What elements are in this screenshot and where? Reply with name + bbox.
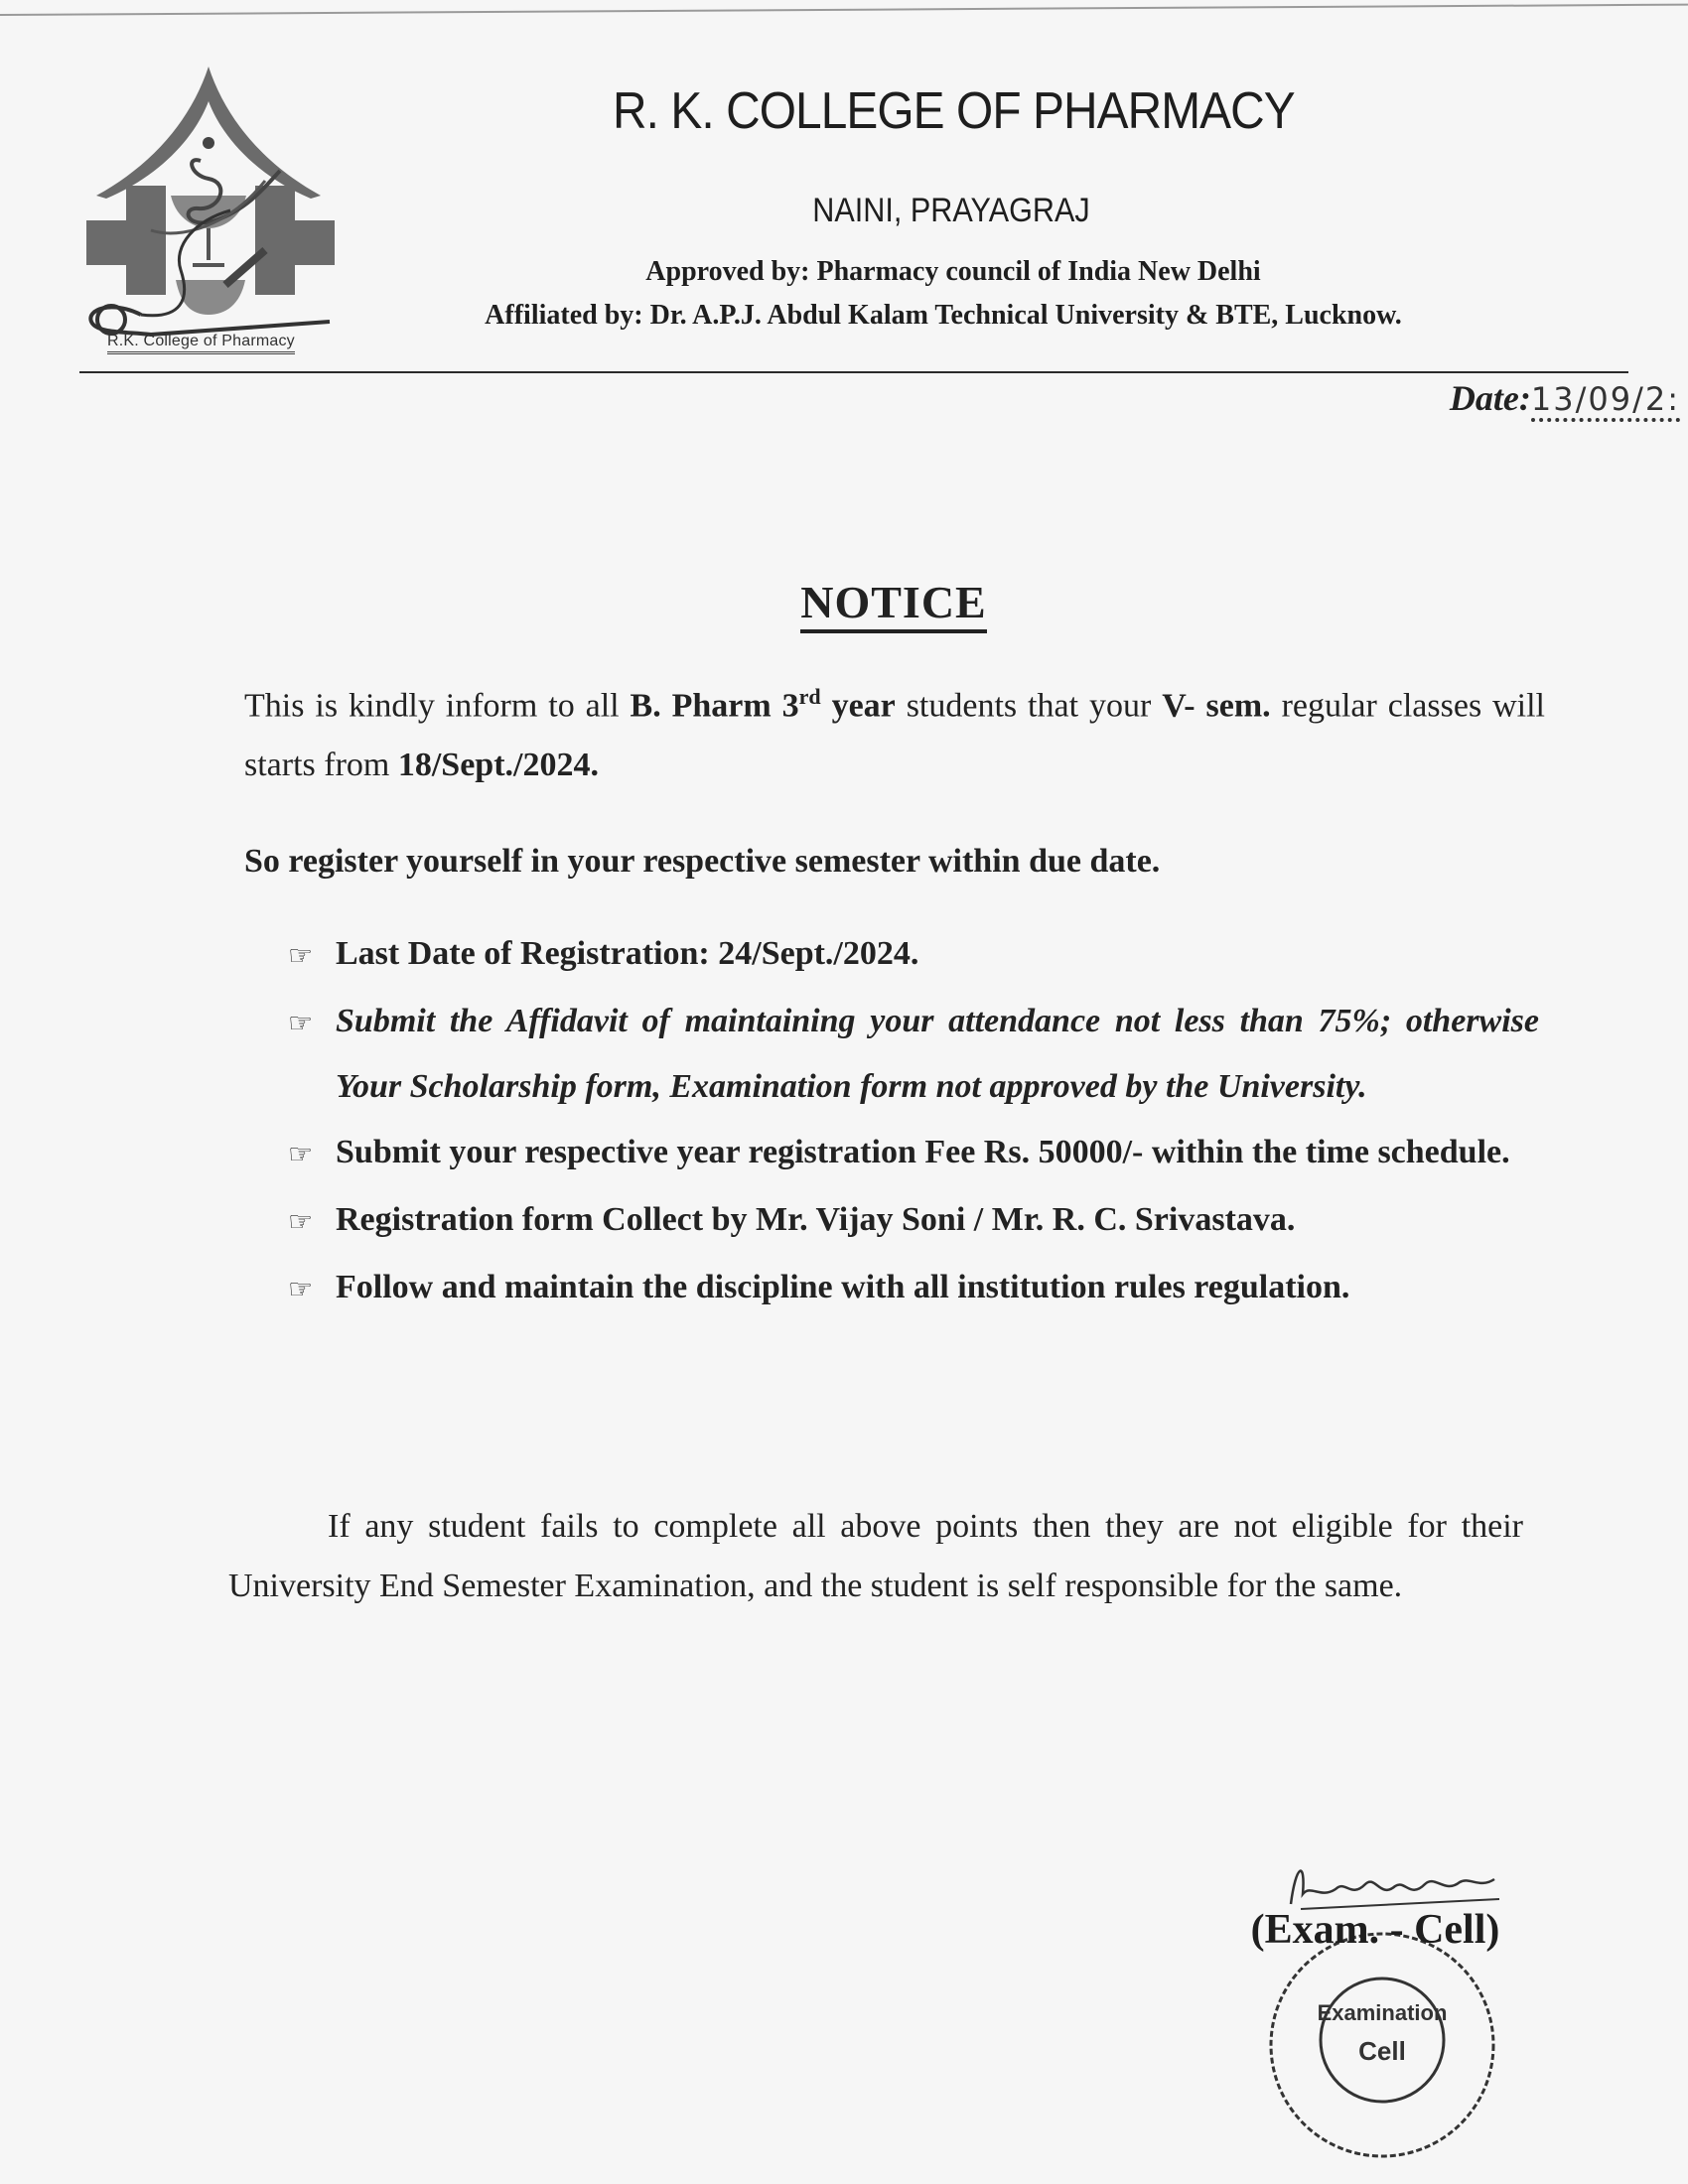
scan-edge-line bbox=[0, 4, 1688, 16]
notice-title-text: NOTICE bbox=[800, 577, 986, 633]
bullet-text: Submit the Affidavit of maintaining your attendance not less than 75%; otherwise Your Scholarship form, Examination form not approved by the University. bbox=[336, 1003, 1539, 1105]
header-rule bbox=[79, 371, 1628, 373]
date-label: Date: bbox=[1449, 378, 1531, 418]
college-name: R. K. COLLEGE OF PHARMACY bbox=[613, 82, 1295, 140]
intro-text-2: students that your bbox=[895, 687, 1163, 725]
list-item bbox=[288, 1255, 1539, 1322]
register-line: So register yourself in your respective semester within due date. bbox=[244, 843, 1161, 880]
bullet-text: Last Date of Registration: 24/Sept./2024. bbox=[336, 935, 919, 972]
stamp-text-line2: Cell bbox=[1358, 2036, 1406, 2066]
intro-ordinal: rd bbox=[798, 684, 821, 709]
date-value: 13/09/2: bbox=[1531, 380, 1680, 422]
signatory-label: (Exam. - Cell) bbox=[1250, 1907, 1500, 1953]
pointing-hand-icon: ☞ bbox=[288, 1273, 314, 1305]
date-row bbox=[1450, 377, 1680, 419]
list-item bbox=[288, 1120, 1539, 1187]
list-item bbox=[288, 921, 1539, 989]
approved-by: Approved by: Pharmacy council of India New Delhi bbox=[645, 256, 1261, 287]
notice-title bbox=[0, 576, 1688, 628]
examination-cell-stamp bbox=[1253, 1926, 1511, 2164]
intro-year: year bbox=[820, 687, 896, 725]
pointing-hand-icon: ☞ bbox=[288, 939, 314, 972]
stamp-text-line1: Examination bbox=[1317, 2000, 1448, 2025]
bullet-text: Submit your respective year registration Fee Rs. 50000/- within the time schedule. bbox=[336, 1134, 1510, 1170]
list-item bbox=[288, 1187, 1539, 1255]
intro-paragraph bbox=[244, 667, 1545, 795]
intro-semester: V- sem. bbox=[1162, 687, 1271, 725]
intro-course: B. Pharm 3 bbox=[630, 687, 799, 725]
list-item bbox=[288, 989, 1539, 1120]
affiliated-by: Affiliated by: Dr. A.P.J. Abdul Kalam Technical University & BTE, Lucknow. bbox=[485, 300, 1402, 331]
college-city: NAINI, PRAYAGRAJ bbox=[812, 192, 1090, 229]
intro-text-1: This is kindly inform to all bbox=[244, 687, 631, 725]
bullet-list bbox=[288, 921, 1539, 1322]
closing-paragraph: If any student fails to complete all above points then they are not eligible for their University End Semester Examination, and the student is self responsible for the same. bbox=[228, 1508, 1523, 1604]
pointing-hand-icon: ☞ bbox=[288, 1007, 314, 1039]
intro-text-3: regular classes will starts from bbox=[244, 687, 1545, 784]
bullet-text: Registration form Collect by Mr. Vijay Soni / Mr. R. C. Srivastava. bbox=[336, 1201, 1296, 1238]
pointing-hand-icon: ☞ bbox=[288, 1205, 314, 1238]
pointing-hand-icon: ☞ bbox=[288, 1138, 314, 1170]
intro-start-date: 18/Sept./2024. bbox=[397, 747, 599, 784]
logo-caption: R.K. College of Pharmacy bbox=[107, 333, 295, 354]
bullet-text: Follow and maintain the discipline with all institution rules regulation. bbox=[336, 1269, 1350, 1305]
handwritten-signature bbox=[1281, 1854, 1509, 1914]
